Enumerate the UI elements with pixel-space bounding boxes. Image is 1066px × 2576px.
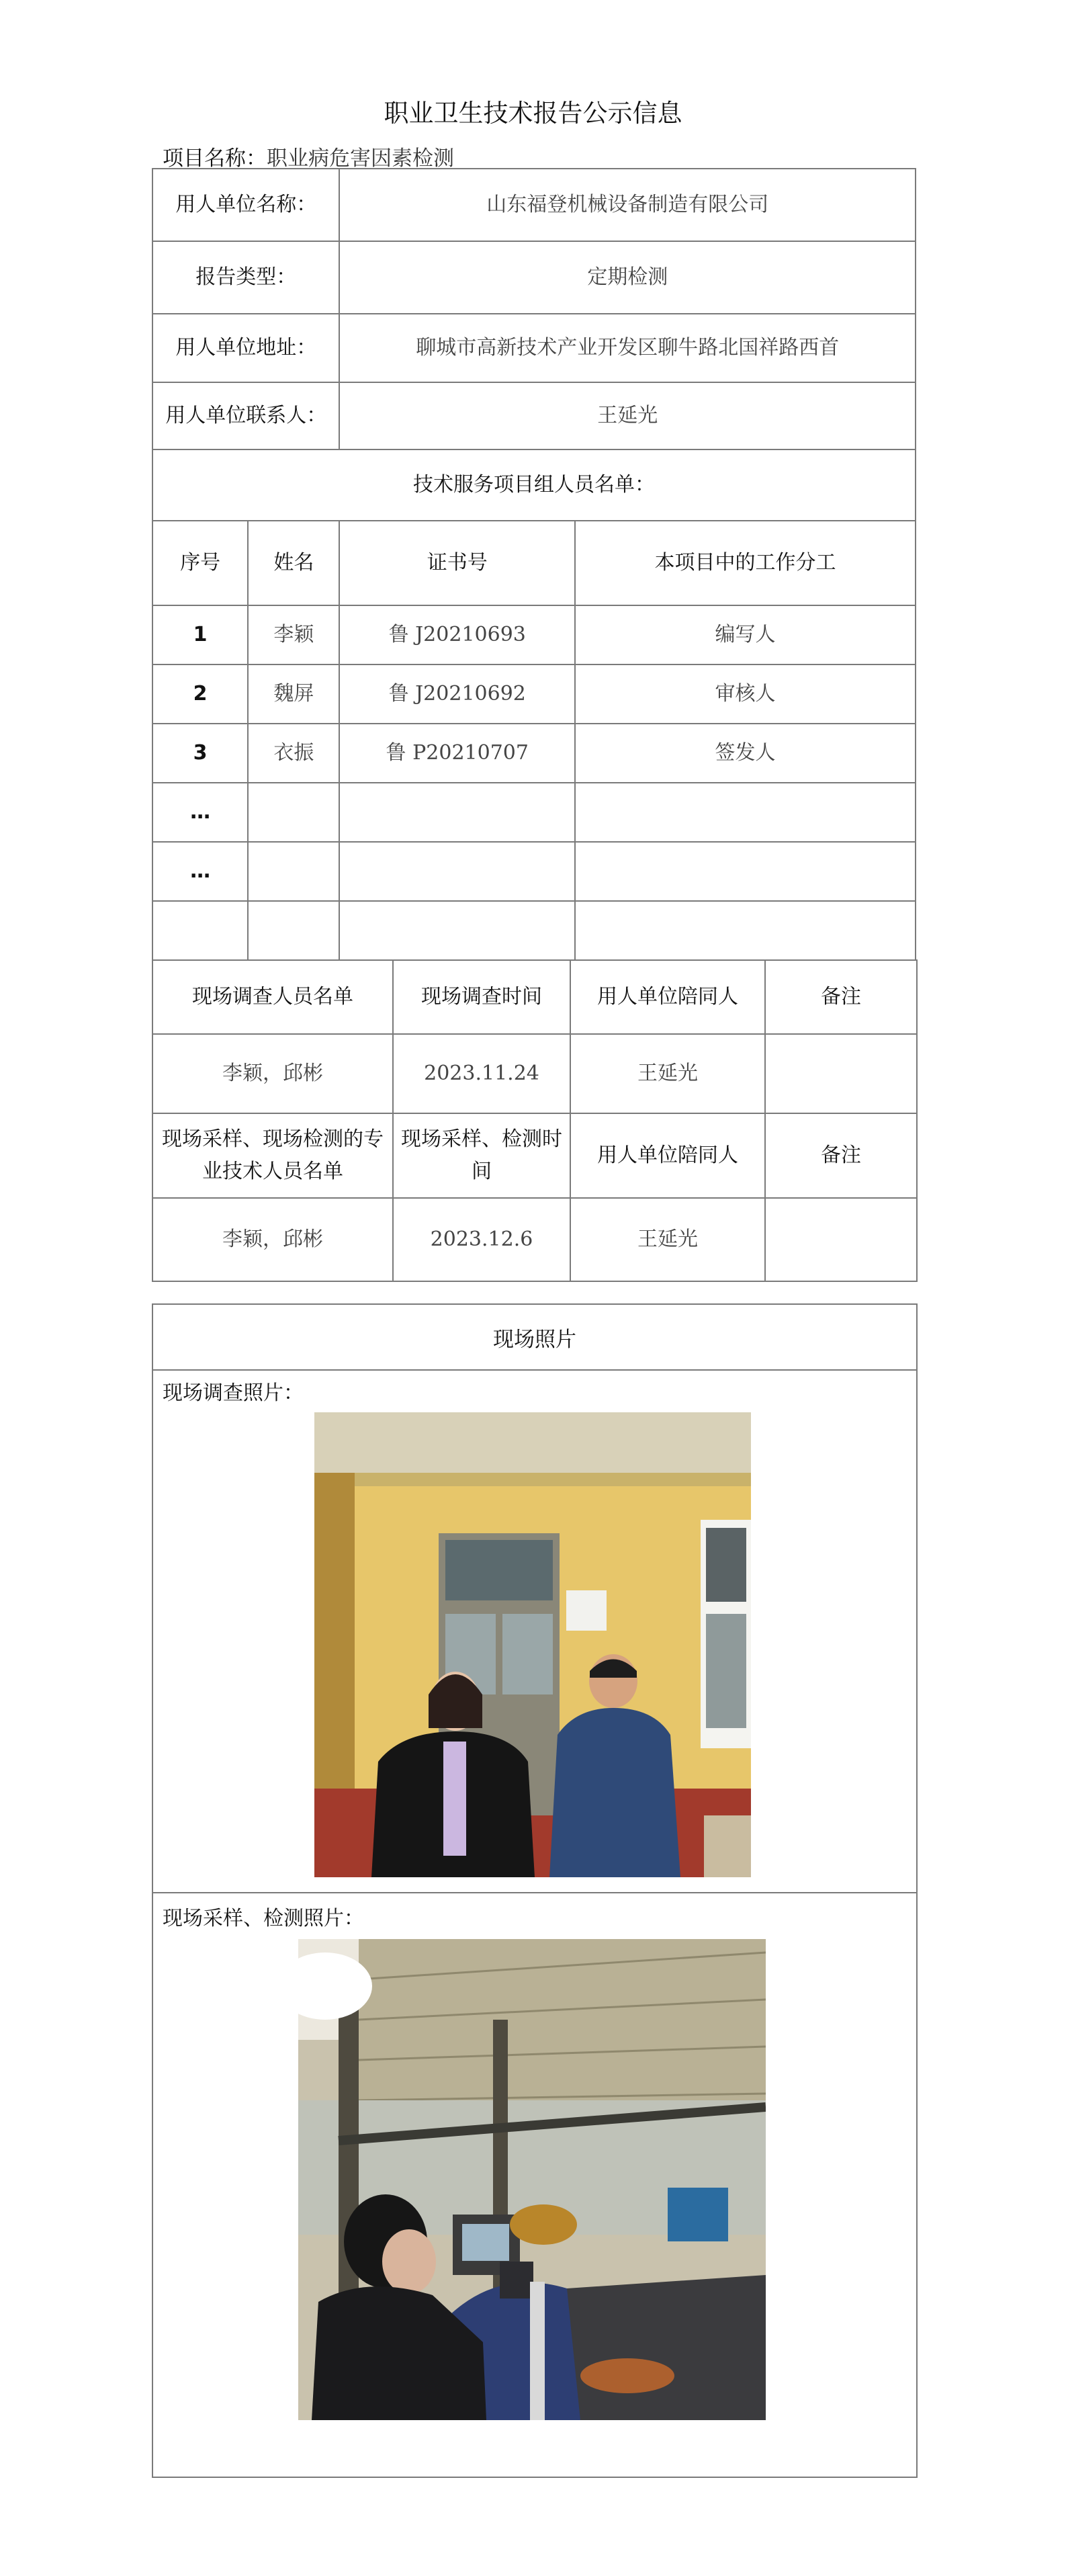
team-col-name: 姓名 [248,521,339,605]
survey-time: 2023.11.24 [393,1034,570,1113]
row-seq: … [152,783,248,842]
row-seq: 3 [152,724,248,783]
table-row [152,664,916,724]
row-name [248,842,339,901]
row-name [248,783,339,842]
table-row [152,901,916,960]
address-label: 用人单位地址： [152,314,339,382]
sampling-col-time: 现场采样、检测时间 [393,1113,570,1198]
row-seq: … [152,842,248,901]
contact-value: 王延光 [339,382,916,449]
team-heading: 技术服务项目组人员名单： [152,449,916,521]
site-photos-panel [152,1303,918,2478]
sampling-remark [765,1198,917,1281]
table-row [152,605,916,664]
team-col-cert: 证书号 [339,521,575,605]
survey-col-time: 现场调查时间 [393,960,570,1034]
row-cert: 鲁 J20210693 [339,605,575,664]
team-col-role: 本项目中的工作分工 [575,521,916,605]
page-title: 职业卫生技术报告公示信息 [384,99,682,128]
company-row [152,169,916,241]
address-value: 聊城市高新技术产业开发区聊牛路北国祥路西首 [339,314,916,382]
row-name: 李颖 [248,605,339,664]
team-col-seq: 序号 [152,521,248,605]
table-row [152,1198,917,1281]
survey-remark [765,1034,917,1113]
row-role: 编写人 [575,605,916,664]
row-role: 签发人 [575,724,916,783]
sampling-col-staff: 现场采样、现场检测的专业技术人员名单 [152,1113,393,1198]
project-name [163,141,454,171]
table-row [152,783,916,842]
sampling-escort: 王延光 [570,1198,765,1281]
survey-photo-label: 现场调查照片： [163,1381,304,1405]
sampling-header-row [152,1113,917,1198]
photos-divider [153,1892,916,1893]
row-cert [339,783,575,842]
type-row [152,241,916,314]
row-name: 衣振 [248,724,339,783]
row-cert: 鲁 J20210692 [339,664,575,724]
row-role: 审核人 [575,664,916,724]
table-row [152,724,916,783]
type-value: 定期检测 [339,241,916,314]
project-label: 项目名称： [163,146,267,171]
sampling-col-remark: 备注 [765,1113,917,1198]
table-row [152,1034,917,1113]
row-seq: 1 [152,605,248,664]
contact-label: 用人单位联系人： [152,382,339,449]
survey-escort: 王延光 [570,1034,765,1113]
photos-heading: 现场照片 [153,1305,916,1371]
company-label: 用人单位名称： [152,169,339,241]
survey-col-escort: 用人单位陪同人 [570,960,765,1034]
team-heading-row [152,449,916,521]
type-label: 报告类型： [152,241,339,314]
contact-row [152,382,916,449]
row-seq: 2 [152,664,248,724]
table-row [152,842,916,901]
company-value: 山东福登机械设备制造有限公司 [339,169,916,241]
survey-col-staff: 现场调查人员名单 [152,960,393,1034]
row-name [248,901,339,960]
survey-table [152,959,918,1282]
row-role [575,783,916,842]
survey-photo [314,1412,751,1877]
row-role [575,842,916,901]
row-name: 魏屏 [248,664,339,724]
sampling-time: 2023.12.6 [393,1198,570,1281]
row-cert [339,901,575,960]
row-cert: 鲁 P20210707 [339,724,575,783]
team-header-row [152,521,916,605]
project-value: 职业病危害因素检测 [267,146,454,171]
survey-staff: 李颖，邱彬 [152,1034,393,1113]
sampling-staff: 李颖，邱彬 [152,1198,393,1281]
address-row [152,314,916,382]
sampling-photo [298,1939,766,2420]
survey-col-remark: 备注 [765,960,917,1034]
report-info-table [152,168,916,961]
row-role [575,901,916,960]
survey-header-row [152,960,917,1034]
row-seq [152,901,248,960]
sampling-photo-label: 现场采样、检测照片： [163,1907,364,1930]
sampling-col-escort: 用人单位陪同人 [570,1113,765,1198]
row-cert [339,842,575,901]
